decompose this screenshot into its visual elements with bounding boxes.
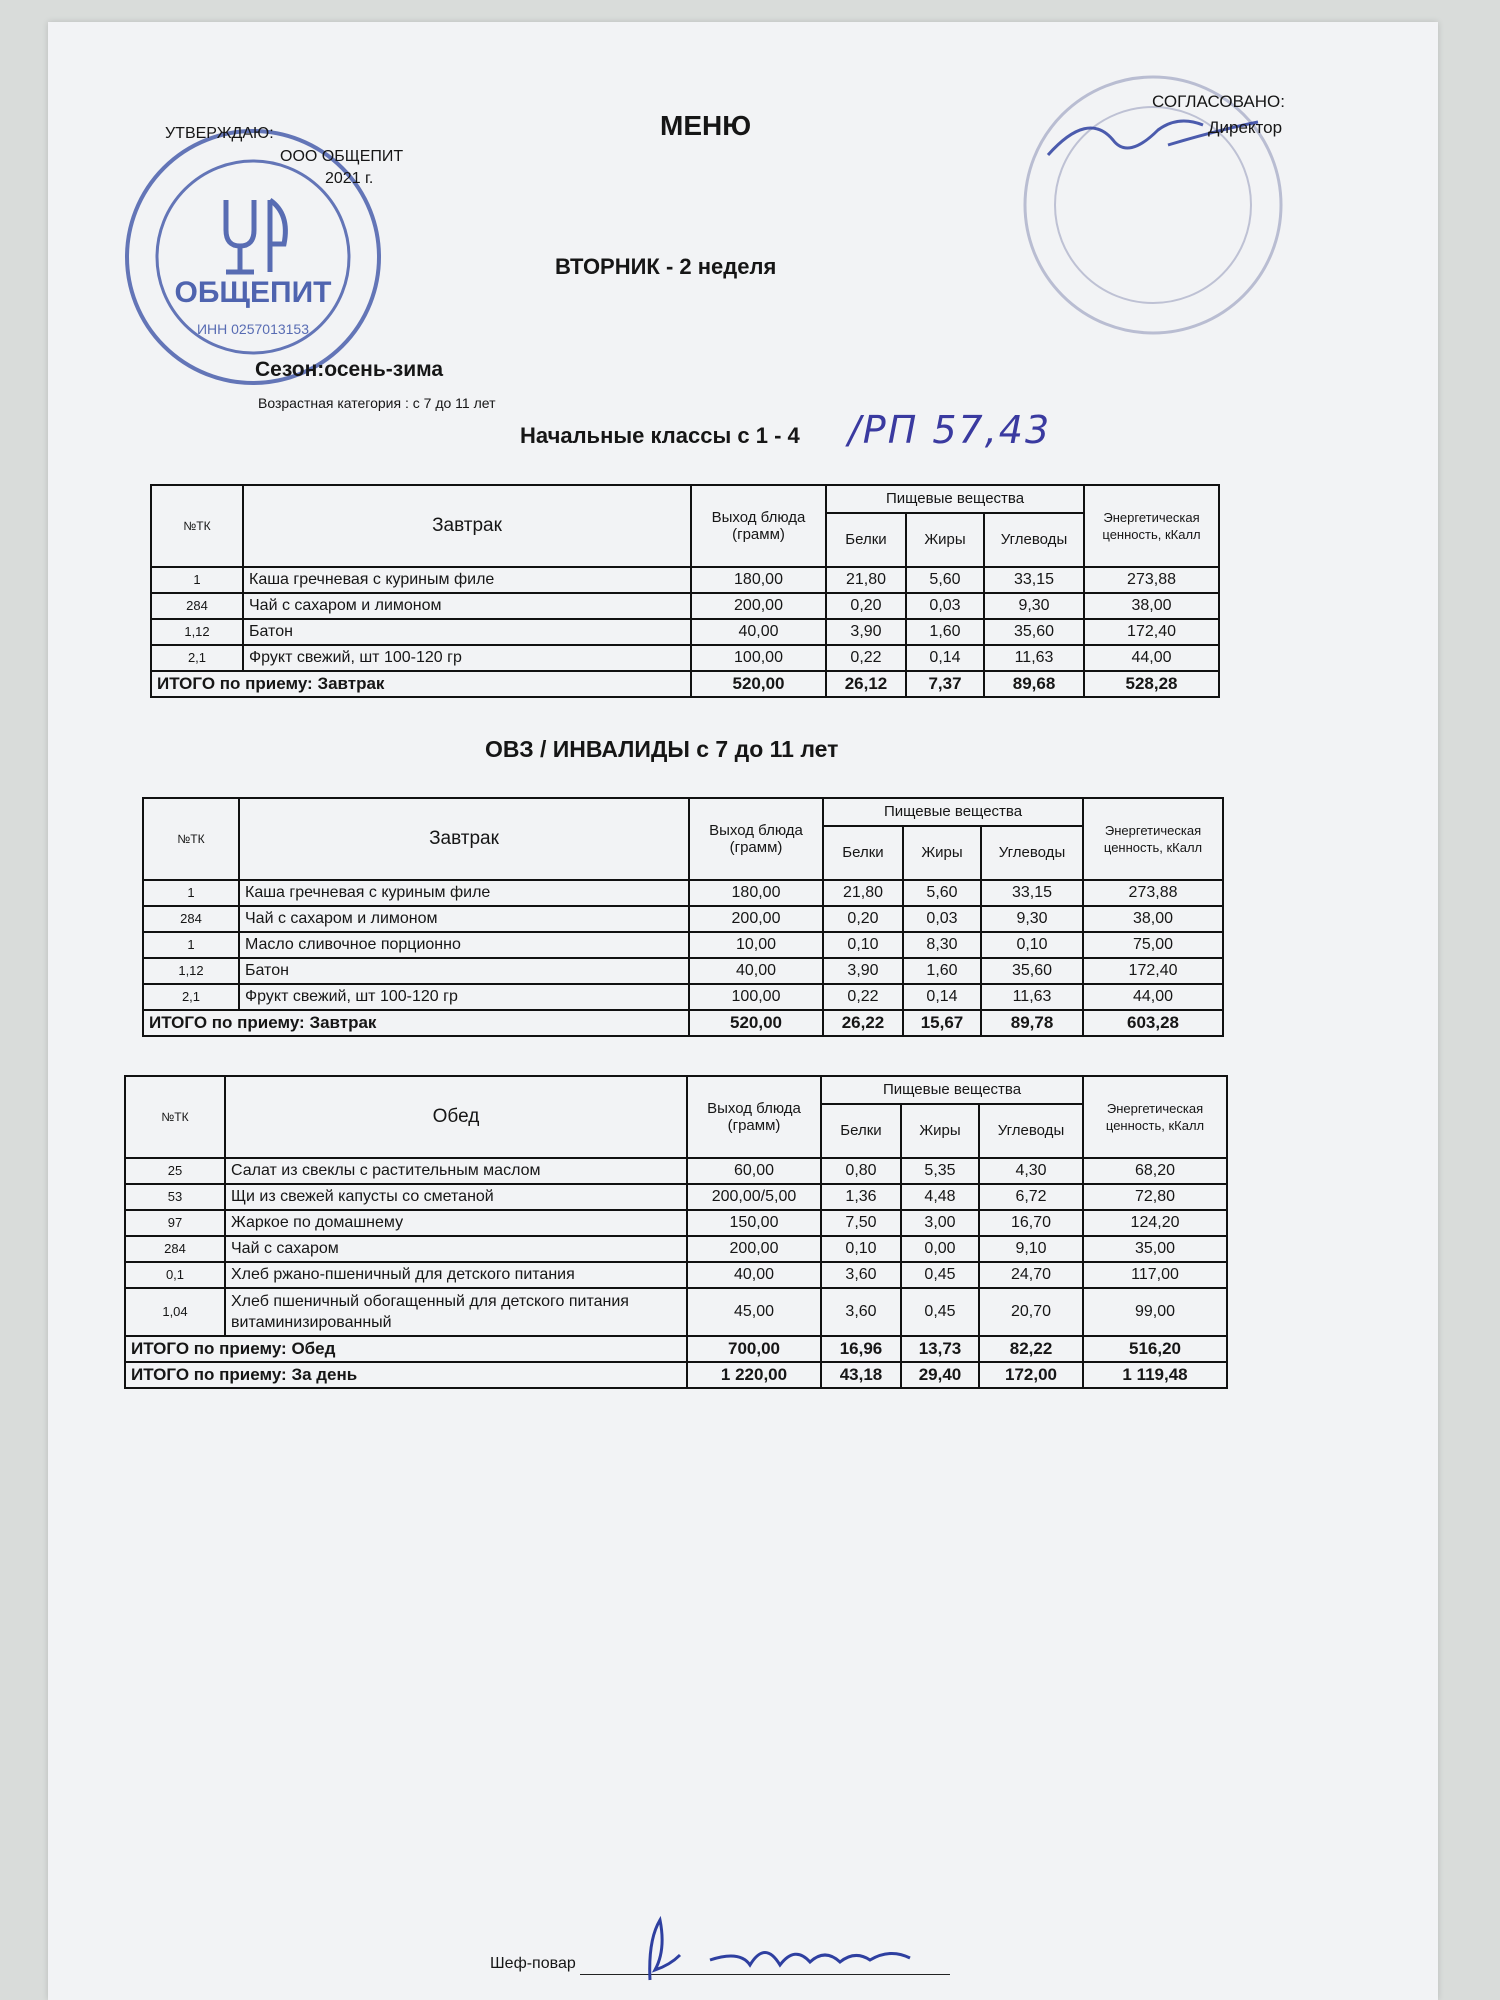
total-label: ИТОГО по приему: Обед — [125, 1336, 687, 1362]
carbs-value: 24,70 — [979, 1262, 1083, 1288]
fats-value: 0,45 — [901, 1288, 979, 1336]
fats-value: 0,00 — [901, 1236, 979, 1262]
total-output: 1 220,00 — [687, 1362, 821, 1388]
output-value: 60,00 — [687, 1158, 821, 1184]
col-carbs: Углеводы — [979, 1104, 1083, 1158]
fats-value: 1,60 — [906, 619, 984, 645]
energy-value: 273,88 — [1084, 567, 1219, 593]
table-row — [151, 619, 1219, 645]
table-row — [125, 1158, 1227, 1184]
proteins-value: 21,80 — [823, 880, 903, 906]
carbs-value: 9,30 — [981, 906, 1083, 932]
carbs-value: 9,30 — [984, 593, 1084, 619]
dish-name: Каша гречневая с куриным филе — [239, 880, 689, 906]
tk-cell: 97 — [125, 1210, 225, 1236]
col-tk: №ТК — [143, 798, 239, 880]
col-meal: Обед — [225, 1076, 687, 1158]
approve-year: 2021 г. — [325, 170, 374, 187]
dish-name: Чай с сахаром и лимоном — [239, 906, 689, 932]
col-proteins: Белки — [823, 826, 903, 880]
chef-signature — [600, 1910, 960, 1990]
energy-value: 35,00 — [1083, 1236, 1227, 1262]
approve-label: УТВЕРЖДАЮ: — [165, 125, 274, 142]
table-row — [151, 593, 1219, 619]
output-value: 100,00 — [689, 984, 823, 1010]
lunch-table-ovz — [124, 1075, 1228, 1389]
age-category: Возрастная категория : с 7 до 11 лет — [258, 395, 496, 411]
dish-name: Хлеб пшеничный обогащенный для детского питания витаминизированный — [225, 1288, 687, 1336]
energy-value: 44,00 — [1083, 984, 1223, 1010]
fats-value: 5,60 — [903, 880, 981, 906]
col-fats: Жиры — [901, 1104, 979, 1158]
carbs-value: 6,72 — [979, 1184, 1083, 1210]
handwritten-note: /РП 57,43 — [848, 408, 1052, 452]
output-value: 200,00 — [689, 906, 823, 932]
carbs-value: 11,63 — [981, 984, 1083, 1010]
col-nutrients: Пищевые вещества — [826, 485, 1084, 513]
season-label: Сезон:осень-зима — [255, 358, 444, 381]
total-carbs: 89,68 — [984, 671, 1084, 697]
page-title: МЕНЮ — [660, 110, 752, 141]
tk-cell: 1,12 — [151, 619, 243, 645]
meal-total-row — [125, 1336, 1227, 1362]
proteins-value: 7,50 — [821, 1210, 901, 1236]
carbs-value: 33,15 — [984, 567, 1084, 593]
col-meal: Завтрак — [243, 485, 691, 567]
total-proteins: 43,18 — [821, 1362, 901, 1388]
proteins-value: 0,10 — [821, 1236, 901, 1262]
col-proteins: Белки — [826, 513, 906, 567]
output-value: 40,00 — [689, 958, 823, 984]
energy-value: 172,40 — [1084, 619, 1219, 645]
col-energy: Энергетическая ценность, кКалл — [1083, 798, 1223, 880]
carbs-value: 35,60 — [984, 619, 1084, 645]
fats-value: 0,03 — [906, 593, 984, 619]
tk-cell: 1 — [151, 567, 243, 593]
proteins-value: 3,90 — [823, 958, 903, 984]
dish-name: Щи из свежей капусты со сметаной — [225, 1184, 687, 1210]
dish-name: Чай с сахаром — [225, 1236, 687, 1262]
total-proteins: 26,12 — [826, 671, 906, 697]
col-output: Выход блюда (грамм) — [691, 485, 826, 567]
energy-value: 172,40 — [1083, 958, 1223, 984]
total-label: ИТОГО по приему: Завтрак — [143, 1010, 689, 1036]
tk-cell: 1,04 — [125, 1288, 225, 1336]
proteins-value: 0,20 — [826, 593, 906, 619]
fats-value: 5,35 — [901, 1158, 979, 1184]
total-fats: 13,73 — [901, 1336, 979, 1362]
fats-value: 0,14 — [906, 645, 984, 671]
carbs-value: 4,30 — [979, 1158, 1083, 1184]
tk-cell: 2,1 — [151, 645, 243, 671]
stamp-brand: ОБЩЕПИТ — [174, 276, 332, 309]
meal-total-row — [151, 671, 1219, 697]
output-value: 200,00/5,00 — [687, 1184, 821, 1210]
proteins-value: 0,22 — [826, 645, 906, 671]
carbs-value: 35,60 — [981, 958, 1083, 984]
table-row — [143, 880, 1223, 906]
proteins-value: 0,22 — [823, 984, 903, 1010]
agree-role: Директор — [1208, 118, 1283, 137]
total-fats: 7,37 — [906, 671, 984, 697]
table-row — [125, 1236, 1227, 1262]
proteins-value: 0,80 — [821, 1158, 901, 1184]
table-row — [143, 984, 1223, 1010]
col-output: Выход блюда (грамм) — [689, 798, 823, 880]
table-row — [125, 1262, 1227, 1288]
chef-label: Шеф-повар — [490, 1955, 576, 1972]
carbs-value: 16,70 — [979, 1210, 1083, 1236]
agree-label: СОГЛАСОВАНО: — [1152, 92, 1285, 111]
output-value: 40,00 — [687, 1262, 821, 1288]
table-row — [125, 1210, 1227, 1236]
total-carbs: 172,00 — [979, 1362, 1083, 1388]
col-carbs: Углеводы — [984, 513, 1084, 567]
energy-value: 273,88 — [1083, 880, 1223, 906]
tk-cell: 284 — [151, 593, 243, 619]
carbs-value: 11,63 — [984, 645, 1084, 671]
carbs-value: 33,15 — [981, 880, 1083, 906]
meal-total-row — [143, 1010, 1223, 1036]
total-label: ИТОГО по приему: За день — [125, 1362, 687, 1388]
col-carbs: Углеводы — [981, 826, 1083, 880]
total-carbs: 89,78 — [981, 1010, 1083, 1036]
table-row — [143, 958, 1223, 984]
col-fats: Жиры — [906, 513, 984, 567]
dish-name: Масло сливочное порционно — [239, 932, 689, 958]
col-tk: №ТК — [125, 1076, 225, 1158]
stamp-inn: ИНН 0257013153 — [196, 321, 310, 337]
dish-name: Батон — [243, 619, 691, 645]
energy-value: 68,20 — [1083, 1158, 1227, 1184]
ovz-section-title: ОВЗ / ИНВАЛИДЫ с 7 до 11 лет — [485, 736, 839, 762]
col-energy: Энергетическая ценность, кКалл — [1083, 1076, 1227, 1158]
tk-cell: 2,1 — [143, 984, 239, 1010]
energy-value: 38,00 — [1083, 906, 1223, 932]
day-total-row — [125, 1362, 1227, 1388]
dish-name: Хлеб ржано-пшеничный для детского питания — [225, 1262, 687, 1288]
tk-cell: 53 — [125, 1184, 225, 1210]
total-energy: 516,20 — [1083, 1336, 1227, 1362]
total-carbs: 82,22 — [979, 1336, 1083, 1362]
output-value: 180,00 — [691, 567, 826, 593]
dish-name: Фрукт свежий, шт 100-120 гр — [243, 645, 691, 671]
fats-value: 0,45 — [901, 1262, 979, 1288]
total-proteins: 26,22 — [823, 1010, 903, 1036]
tk-cell: 1 — [143, 880, 239, 906]
total-proteins: 16,96 — [821, 1336, 901, 1362]
energy-value: 44,00 — [1084, 645, 1219, 671]
proteins-value: 3,60 — [821, 1262, 901, 1288]
tk-cell: 25 — [125, 1158, 225, 1184]
total-fats: 29,40 — [901, 1362, 979, 1388]
proteins-value: 1,36 — [821, 1184, 901, 1210]
proteins-value: 3,90 — [826, 619, 906, 645]
proteins-value: 3,60 — [821, 1288, 901, 1336]
proteins-value: 0,20 — [823, 906, 903, 932]
carbs-value: 20,70 — [979, 1288, 1083, 1336]
proteins-value: 0,10 — [823, 932, 903, 958]
dish-name: Батон — [239, 958, 689, 984]
output-value: 150,00 — [687, 1210, 821, 1236]
carbs-value: 0,10 — [981, 932, 1083, 958]
fats-value: 4,48 — [901, 1184, 979, 1210]
proteins-value: 21,80 — [826, 567, 906, 593]
fats-value: 1,60 — [903, 958, 981, 984]
day-title: ВТОРНИК - 2 неделя — [555, 254, 777, 279]
col-nutrients: Пищевые вещества — [823, 798, 1083, 826]
output-value: 200,00 — [691, 593, 826, 619]
dish-name: Салат из свеклы с растительным маслом — [225, 1158, 687, 1184]
total-output: 700,00 — [687, 1336, 821, 1362]
table-row — [143, 932, 1223, 958]
total-fats: 15,67 — [903, 1010, 981, 1036]
total-output: 520,00 — [691, 671, 826, 697]
table-row — [151, 567, 1219, 593]
output-value: 200,00 — [687, 1236, 821, 1262]
energy-value: 72,80 — [1083, 1184, 1227, 1210]
table-row — [125, 1184, 1227, 1210]
breakfast-table-ovz — [142, 797, 1224, 1037]
dish-name: Жаркое по домашнему — [225, 1210, 687, 1236]
tk-cell: 0,1 — [125, 1262, 225, 1288]
col-fats: Жиры — [903, 826, 981, 880]
output-value: 40,00 — [691, 619, 826, 645]
tk-cell: 284 — [125, 1236, 225, 1262]
output-value: 100,00 — [691, 645, 826, 671]
tk-cell: 284 — [143, 906, 239, 932]
fats-value: 3,00 — [901, 1210, 979, 1236]
classes-label: Начальные классы с 1 - 4 — [520, 423, 800, 448]
total-energy: 528,28 — [1084, 671, 1219, 697]
tk-cell: 1 — [143, 932, 239, 958]
col-meal: Завтрак — [239, 798, 689, 880]
table-row — [151, 645, 1219, 671]
total-label: ИТОГО по приему: Завтрак — [151, 671, 691, 697]
output-value: 10,00 — [689, 932, 823, 958]
fats-value: 8,30 — [903, 932, 981, 958]
fats-value: 0,14 — [903, 984, 981, 1010]
col-nutrients: Пищевые вещества — [821, 1076, 1083, 1104]
dish-name: Чай с сахаром и лимоном — [243, 593, 691, 619]
carbs-value: 9,10 — [979, 1236, 1083, 1262]
col-energy: Энергетическая ценность, кКалл — [1084, 485, 1219, 567]
total-energy: 1 119,48 — [1083, 1362, 1227, 1388]
col-tk: №ТК — [151, 485, 243, 567]
col-output: Выход блюда (грамм) — [687, 1076, 821, 1158]
table-row — [125, 1288, 1227, 1336]
output-value: 45,00 — [687, 1288, 821, 1336]
approve-org: ООО ОБЩЕПИТ — [280, 148, 404, 165]
total-energy: 603,28 — [1083, 1010, 1223, 1036]
energy-value: 124,20 — [1083, 1210, 1227, 1236]
output-value: 180,00 — [689, 880, 823, 906]
total-output: 520,00 — [689, 1010, 823, 1036]
energy-value: 38,00 — [1084, 593, 1219, 619]
breakfast-table-primary — [150, 484, 1220, 698]
dish-name: Фрукт свежий, шт 100-120 гр — [239, 984, 689, 1010]
tk-cell: 1,12 — [143, 958, 239, 984]
energy-value: 75,00 — [1083, 932, 1223, 958]
table-row — [143, 906, 1223, 932]
dish-name: Каша гречневая с куриным филе — [243, 567, 691, 593]
col-proteins: Белки — [821, 1104, 901, 1158]
fats-value: 5,60 — [906, 567, 984, 593]
energy-value: 117,00 — [1083, 1262, 1227, 1288]
fats-value: 0,03 — [903, 906, 981, 932]
energy-value: 99,00 — [1083, 1288, 1227, 1336]
